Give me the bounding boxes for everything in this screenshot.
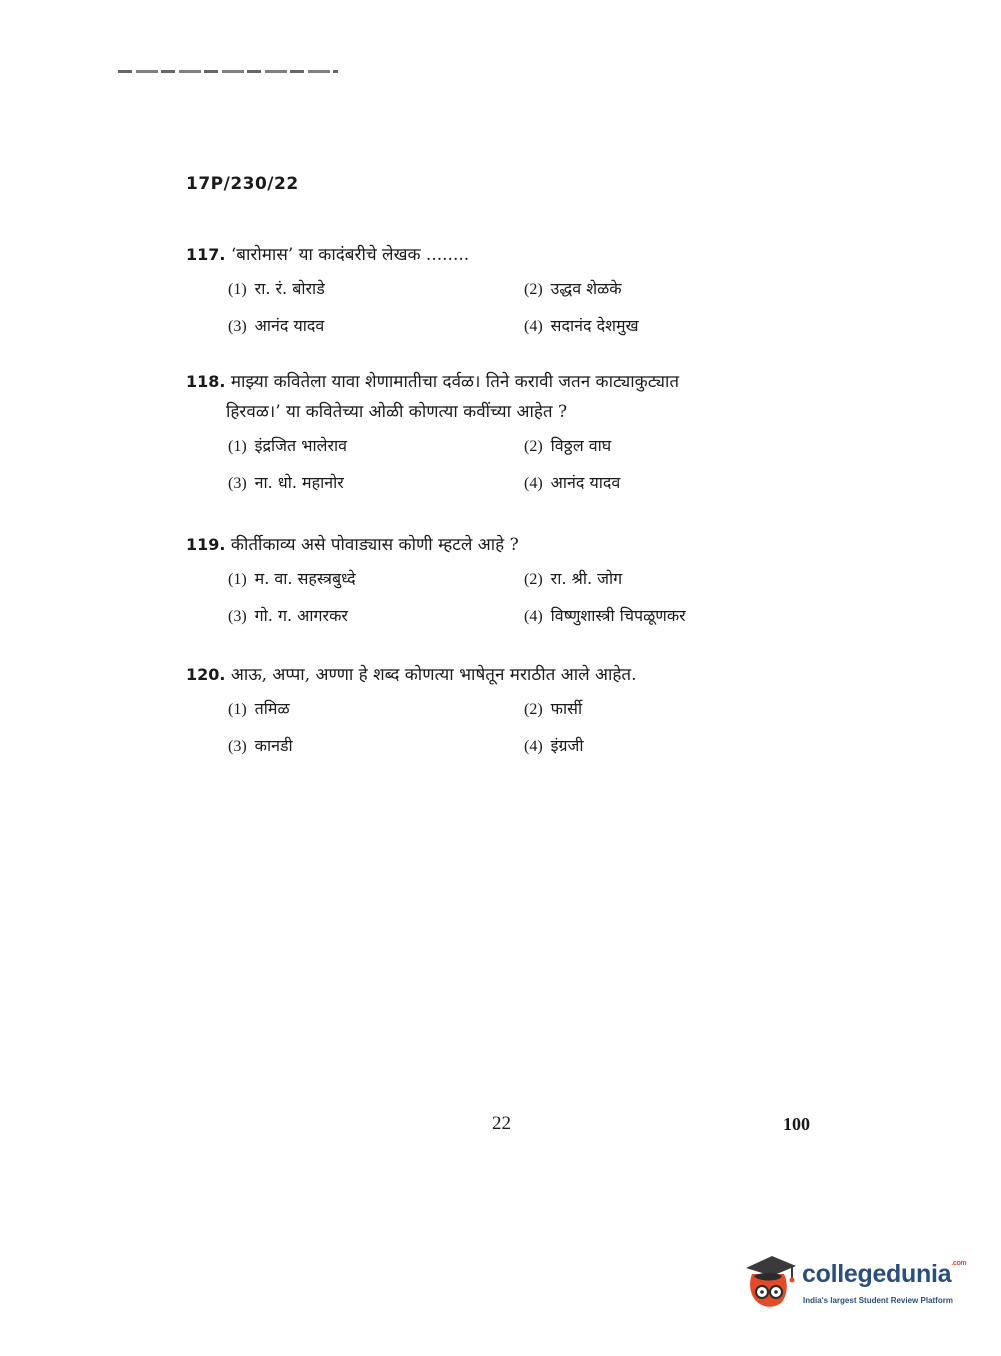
scan-artifact-line <box>118 70 338 73</box>
question-118 <box>186 367 826 499</box>
option-2: (2) विठ्ठल वाघ <box>524 436 612 455</box>
page-number: 22 <box>492 1113 511 1134</box>
page-total: 100 <box>783 1114 810 1134</box>
logo-wordmark: collegedunia$^{.com}$ <box>802 1260 967 1288</box>
option-4: (4) आनंद यादव <box>524 473 621 492</box>
option-4: (4) विष्णुशास्त्री चिपळूणकर <box>524 606 686 625</box>
question-number: 119. <box>186 535 226 554</box>
options-grid <box>186 274 826 342</box>
mascot-icon <box>742 1254 798 1314</box>
question-text: माझ्या कवितेला यावा शेणामातीचा दर्वळ। तिने करावी जतन काट्याकुट्यात <box>230 372 680 392</box>
options-grid <box>186 564 826 632</box>
question-text: ‘बारोमास’ या कादंबरीचे लेखक ........ <box>230 245 470 265</box>
question-number: 118. <box>186 372 226 391</box>
option-3: (3) ना. धो. महानोर <box>228 473 344 492</box>
option-1: (1) इंद्रजित भालेराव <box>228 436 348 455</box>
option-3: (3) आनंद यादव <box>228 316 325 335</box>
question-117 <box>186 240 826 342</box>
option-1: (1) तमिळ <box>228 699 290 718</box>
options-grid <box>186 694 826 762</box>
option-3: (3) कानडी <box>228 736 293 755</box>
question-text-continuation: हिरवळ।’ या कवितेच्या ओळी कोणत्या कवींच्या आहेत ? <box>226 402 568 422</box>
options-grid <box>186 431 826 499</box>
question-119 <box>186 530 826 632</box>
question-number: 120. <box>186 665 226 684</box>
logo-tagline: India's largest Student Review Platform <box>803 1296 953 1305</box>
option-4: (4) सदानंद देशमुख <box>524 316 639 335</box>
option-2: (2) फार्सी <box>524 699 583 718</box>
option-2: (2) रा. श्री. जोग <box>524 569 623 588</box>
question-text: आऊ, अप्पा, अण्णा हे शब्द कोणत्या भाषेतून मराठीत आले आहेत. <box>230 665 637 685</box>
paper-code: 17P/230/22 <box>186 174 299 194</box>
question-number: 117. <box>186 245 226 264</box>
option-4: (4) इंग्रजी <box>524 736 584 755</box>
question-120 <box>186 660 826 762</box>
option-1: (1) म. वा. सहस्त्रबुध्दे <box>228 569 356 588</box>
option-3: (3) गो. ग. आगरकर <box>228 606 348 625</box>
option-2: (2) उद्धव शेळके <box>524 279 622 298</box>
question-text: कीर्तीकाव्य असे पोवाड्यास कोणी म्हटले आहे ? <box>230 535 519 555</box>
option-1: (1) रा. रं. बोराडे <box>228 279 325 298</box>
collegedunia-logo <box>742 1254 972 1316</box>
